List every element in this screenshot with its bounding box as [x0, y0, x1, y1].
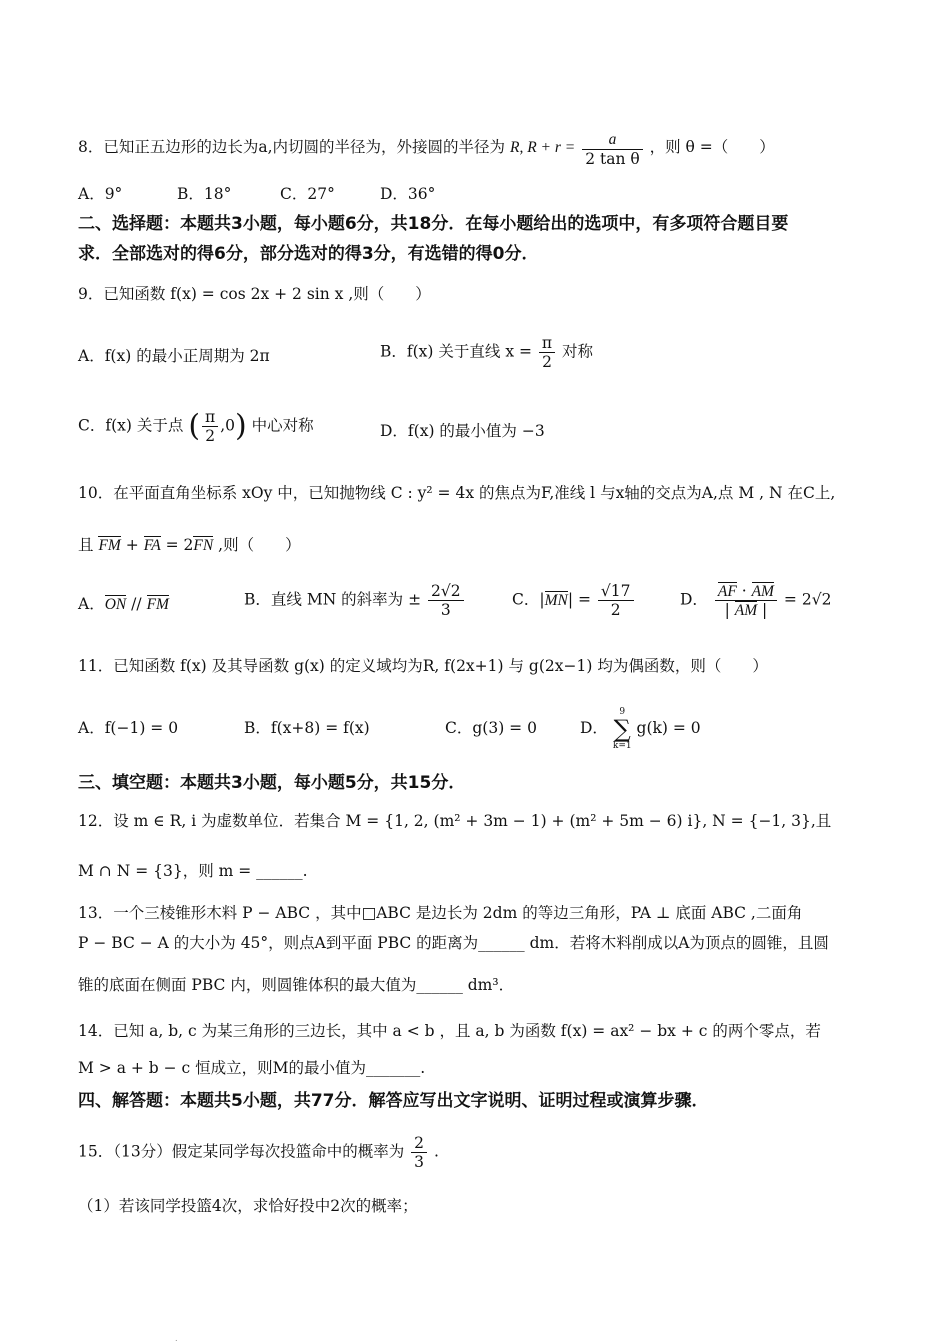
q11-sum-upper: 9 [619, 707, 626, 717]
q15-stem [78, 1134, 439, 1171]
q10-option-a [78, 594, 169, 614]
q10-a-vector-on: ON [104, 596, 127, 613]
q9-option-a: A．f(x) 的最小正周期为 2π [78, 347, 270, 365]
q13-line3: 锥的底面在侧面 PBC 内，则圆锥体积的最大值为______ dm³． [78, 976, 515, 994]
q11-option-b: B．f(x+8) = f(x) [244, 719, 370, 737]
q10-vector-fm: FM [98, 537, 121, 554]
q10-d-pre: D． [680, 590, 708, 609]
q8-option-d: D．36° [380, 185, 436, 203]
q8-frac-den: 2 tan θ [585, 150, 640, 168]
q11-option-a: A．f(−1) = 0 [78, 719, 179, 737]
q8-text-c: ，则 θ =（ ） [649, 138, 775, 156]
q9-c-rparen: ) [235, 408, 247, 444]
q13-line1: 13．一个三棱锥形木料 P − ABC ，其中□ABC 是边长为 2dm 的等边三角形，PA ⊥ 底面 ABC ,二面角 [78, 904, 803, 922]
q10-b-num: 2√2 [428, 582, 464, 601]
q9-c-tail: 中心对称 [251, 416, 314, 435]
q9-b-fraction [539, 334, 555, 371]
q9-option-d: D．f(x) 的最小值为 −3 [380, 422, 545, 440]
q8-option-a: A．9° [78, 185, 123, 203]
q14-line2: M > a + b − c 恒成立，则M的最小值为_______. [78, 1059, 426, 1077]
q8-frac-num: a [582, 131, 643, 150]
q9-b-pre: B．f(x) 关于直线 x = [380, 342, 532, 361]
q12-line1: 12．设 m ∈ R, i 为虚数单位．若集合 M = {1, 2, (m² + 3m − 1) + (m² + 5m − 6) i}, N = {−1, 3},且 [78, 812, 832, 830]
q8-text-b: R, R + r = [509, 139, 576, 156]
q9-option-c [78, 408, 314, 445]
q10-c-vector-mn: MN [544, 591, 568, 609]
q10-stem2-pre: 且 [78, 536, 94, 554]
q10-d-fraction [715, 582, 777, 619]
section2-heading-line2: 求．全部选对的得6分，部分选对的得3分，有选错的得0分． [78, 244, 539, 264]
q15-sub1: （1）若该同学投篮4次，求恰好投中2次的概率； [78, 1197, 418, 1215]
q10-a-pre: A． [78, 595, 105, 613]
q8-option-c: C．27° [280, 185, 335, 203]
q11-stem: 11．已知函数 f(x) 及其导函数 g(x) 的定义域均为R, f(2x+1) 与 g(2x−1) 均为偶函数，则（ ） [78, 657, 768, 675]
q10-b-fraction [428, 582, 464, 619]
q10-c-mid: | = [567, 590, 591, 609]
q10-c-num: √17 [598, 582, 634, 601]
q10-c-den: 2 [610, 601, 621, 619]
q11-option-d [580, 706, 701, 752]
section4-heading: 四、解答题：本题共5小题，共77分．解答应写出文字说明、证明过程或演算步骤． [78, 1091, 709, 1111]
q10-d-vector-am: AM [751, 583, 774, 600]
q8-text-a: 8．已知正五边形的边长为a,内切圆的半径为，外接圆的半径为 [78, 138, 506, 156]
q10-option-b [244, 582, 466, 619]
q10-d-denominator: | AM | [724, 601, 768, 619]
q15-fraction [411, 1134, 427, 1171]
q10-plus: + [125, 536, 139, 554]
q13-line2: P − BC − A 的大小为 45°，则点A到平面 PBC 的距离为______ dm．若将木料削成以A为顶点的圆锥，且圆 [78, 934, 829, 952]
q10-c-pre: C．| [512, 590, 545, 609]
section2-heading-line1: 二、选择题：本题共3小题，每小题6分，共18分．在每小题给出的选项中，有多项符合题目要 [78, 214, 789, 234]
q9-c-post: ,0 [220, 416, 236, 435]
q10-vector-fn: FN [193, 537, 214, 554]
q9-b-den: 2 [542, 353, 552, 371]
q8-stem [78, 131, 775, 168]
section3-heading: 三、填空题：本题共3小题，每小题5分，共15分． [78, 773, 466, 793]
q11-sum-lower: k=1 [612, 741, 632, 751]
q9-b-num: π [539, 334, 555, 353]
q15-den: 3 [414, 1153, 425, 1171]
q10-a-mid: // [126, 595, 147, 613]
q11-option-c: C．g(3) = 0 [445, 719, 537, 737]
q14-line1: 14．已知 a, b, c 为某三角形的三边长，其中 a < b ，且 a, b 为函数 f(x) = ax² − bx + c 的两个零点，若 [78, 1022, 821, 1040]
q11-sigma: ∑ [613, 715, 631, 743]
q9-option-b [380, 334, 593, 371]
q10-c-fraction [598, 582, 634, 619]
q8-fraction [582, 131, 643, 168]
q11-summation [613, 706, 632, 752]
q10-option-c [512, 582, 636, 619]
q10-stem2-post: ,则（ ） [218, 536, 301, 554]
q9-stem: 9．已知函数 f(x) = cos 2x + 2 sin x ,则（ ） [78, 285, 431, 303]
q12-line2: M ∩ N = {3}，则 m = ______. [78, 862, 308, 880]
q10-d-numerator: AF · AM [715, 582, 777, 601]
q11-d-pre: D． [580, 719, 608, 737]
q11-d-post: g(k) = 0 [636, 719, 701, 737]
q10-a-vector-fm: FM [146, 596, 169, 613]
q9-c-num: π [202, 408, 218, 427]
q10-vector-fa: FA [143, 537, 161, 554]
q8-option-b: B．18° [177, 185, 232, 203]
q10-d-den-vector: AM [734, 602, 758, 619]
q10-stem-line2 [78, 535, 301, 555]
q10-d-vector-af: AF [717, 583, 737, 600]
q10-stem-line1: 10．在平面直角坐标系 xOy 中，已知抛物线 C : y² = 4x 的焦点为F,准线 l 与x轴的交点为A,点 M , N 在C上, [78, 484, 836, 502]
page-mark: . [175, 1334, 178, 1343]
q9-c-den: 2 [205, 427, 216, 445]
q10-b-den: 3 [440, 601, 451, 619]
q9-b-post: 对称 [562, 342, 594, 361]
q10-b-pre: B．直线 MN 的斜率为 ± [244, 590, 422, 609]
q10-equals: = 2 [165, 536, 194, 554]
q9-c-lparen: ( [188, 408, 201, 444]
q15-stem-pre: 15．（13分）假定某同学每次投篮命中的概率为 [78, 1142, 405, 1161]
q10-option-d [680, 582, 831, 619]
q15-stem-post: . [433, 1142, 439, 1161]
q15-num: 2 [411, 1134, 427, 1153]
q10-d-post: = 2√2 [783, 590, 832, 609]
q9-c-pre: C．f(x) 关于点 [78, 416, 184, 435]
q9-c-fraction [202, 408, 218, 445]
